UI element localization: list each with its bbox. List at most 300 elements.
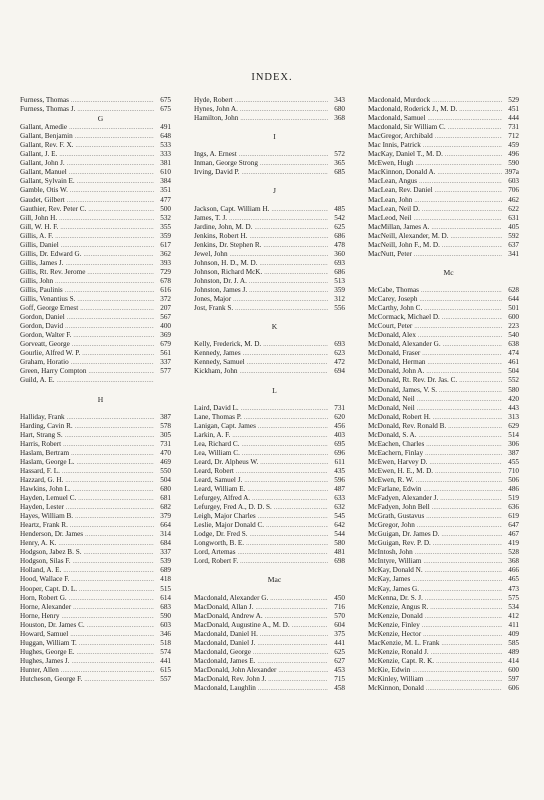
index-entry — [368, 530, 519, 539]
index-column-3 — [368, 96, 519, 693]
entry-name: Furness, Thomas J. — [20, 105, 76, 114]
dot-leader — [435, 187, 502, 196]
index-entry — [194, 557, 345, 566]
page-number: 620 — [334, 412, 345, 421]
index-entry — [20, 286, 171, 295]
page-number: 451 — [508, 105, 519, 114]
page-number: 615 — [160, 665, 171, 674]
entry-name: McKenzie, Donald — [368, 611, 423, 620]
entry-name: Gillis, Dr. Edward G. — [20, 249, 82, 258]
entry-name: McKay, James G. — [368, 584, 420, 593]
index-entry — [20, 168, 171, 177]
entry-name: McEachern, Finlay — [368, 448, 424, 457]
page-number: 405 — [508, 222, 519, 231]
index-entry — [20, 159, 171, 168]
entry-name: Gill, W. H. F. — [20, 222, 59, 231]
page-number: 623 — [334, 349, 345, 358]
entry-name: Houston, Dr. James C. — [20, 620, 85, 629]
dot-leader — [441, 640, 502, 649]
entry-name: Goff, George Ernest — [20, 304, 79, 313]
index-entry — [20, 322, 171, 331]
dot-leader — [439, 387, 502, 396]
entry-name: McDonald, James, V. S. — [368, 385, 438, 394]
entry-name: Gillis, Venantius S. — [20, 295, 76, 304]
index-entry — [194, 286, 345, 295]
index-entry — [194, 594, 345, 603]
dot-leader — [270, 595, 328, 604]
page-number: 359 — [334, 285, 345, 294]
page-number: 515 — [160, 584, 171, 593]
entry-name: Gallant, Benjamin — [20, 132, 73, 141]
index-entry — [368, 286, 519, 295]
dot-leader — [260, 459, 328, 468]
page-number: 625 — [334, 222, 345, 231]
page-number: 561 — [160, 349, 171, 358]
index-entry — [368, 557, 519, 566]
dot-leader — [433, 540, 502, 549]
dot-leader — [422, 350, 502, 359]
page-number: 686 — [334, 267, 345, 276]
entry-name: Lodge, Dr. Fred S. — [194, 530, 248, 539]
dot-leader — [264, 269, 328, 278]
page-number: 731 — [508, 123, 519, 132]
index-entry — [20, 223, 171, 232]
index-entry — [20, 594, 171, 603]
page-number: 636 — [508, 503, 519, 512]
entry-name: Gordon, David — [20, 322, 64, 331]
page-number: 441 — [160, 656, 171, 665]
entry-name: MacDonald, Rev. John J. — [194, 675, 267, 683]
page-number: 539 — [160, 557, 171, 566]
entry-name: MacKenzie, M. L. Frank — [368, 638, 440, 647]
dot-leader — [258, 423, 328, 432]
spacer — [194, 313, 345, 322]
dot-leader — [75, 423, 154, 432]
entry-name: Lefurgey, Alfred A. — [194, 494, 251, 503]
index-entry — [368, 657, 519, 666]
dot-leader — [421, 586, 502, 595]
index-entry — [20, 476, 171, 485]
page-number: 585 — [508, 638, 519, 647]
page-number: 496 — [508, 150, 519, 159]
entry-name: Macdonald, Alexander G. — [194, 593, 269, 602]
entry-name: Leard, Robert — [194, 466, 234, 475]
entry-name: McGuigan, Rev. P. D. — [368, 539, 431, 548]
page-number: 313 — [508, 412, 519, 421]
dot-leader — [459, 377, 502, 386]
page-number: 603 — [508, 177, 519, 186]
index-entry — [368, 150, 519, 159]
index-entry — [194, 168, 345, 177]
page-number: 456 — [334, 421, 345, 430]
page-number: 686 — [334, 231, 345, 240]
page-number: 472 — [334, 358, 345, 367]
page-number: 710 — [508, 466, 519, 475]
entry-name: Gillis, Paulinis — [20, 285, 63, 294]
index-entry — [368, 575, 519, 584]
page-number: 678 — [160, 276, 171, 285]
page-number: 648 — [160, 132, 171, 141]
page-number: 504 — [508, 367, 519, 376]
page-number: 403 — [334, 430, 345, 439]
page-number: 627 — [334, 656, 345, 665]
index-entry — [368, 503, 519, 512]
index-entry — [368, 322, 519, 331]
dot-leader — [425, 613, 502, 622]
index-entry — [368, 621, 519, 630]
index-entry — [368, 521, 519, 530]
index-entry — [20, 630, 171, 639]
index-entry — [368, 205, 519, 214]
dot-leader — [77, 296, 154, 305]
page-number: 544 — [334, 530, 345, 539]
dot-leader — [240, 106, 328, 115]
entry-name: Gallant, Manuel — [20, 168, 67, 177]
dot-leader — [88, 206, 154, 215]
index-entry — [368, 331, 519, 340]
page-number: 715 — [334, 675, 345, 683]
dot-leader — [435, 468, 502, 477]
dot-leader — [77, 106, 154, 115]
dot-leader — [73, 558, 154, 567]
index-entry — [194, 295, 345, 304]
entry-name: Horne, Henry — [20, 611, 60, 620]
entry-name: Furness, Thomas — [20, 96, 69, 104]
index-entry — [368, 241, 519, 250]
dot-leader — [75, 133, 154, 142]
entry-name: Hodgson, Silas F. — [20, 557, 71, 566]
entry-name: Hayes, William B. — [20, 512, 74, 521]
dot-leader — [422, 622, 502, 631]
dot-leader — [257, 640, 328, 649]
index-entry — [20, 313, 171, 322]
section-heading: G — [97, 114, 104, 124]
entry-name: Howard, Samuel — [20, 629, 69, 638]
dot-leader — [69, 169, 154, 178]
index-entry — [20, 548, 171, 557]
page-number: 362 — [160, 249, 171, 258]
index-entry — [194, 259, 345, 268]
dot-leader — [268, 676, 328, 685]
section-heading: I — [273, 132, 276, 142]
page-number: 481 — [334, 548, 345, 557]
index-entry — [20, 575, 171, 584]
index-entry — [194, 621, 345, 630]
entry-name: Leard, William E. — [194, 485, 246, 494]
entry-name: Huggan, William T. — [20, 638, 77, 647]
dot-leader — [232, 432, 328, 441]
page-number: 355 — [160, 222, 171, 231]
dot-leader — [274, 504, 328, 513]
page-number: 696 — [334, 448, 345, 457]
entry-name: Macdonald, Daniel H. — [194, 629, 258, 638]
page-number: 577 — [160, 367, 171, 376]
page-number: 343 — [334, 96, 345, 104]
index-entry — [194, 232, 345, 241]
index-entry — [368, 585, 519, 594]
entry-name: Haslam, George L. — [20, 457, 75, 466]
index-entry — [20, 96, 171, 105]
entry-name: Mac Innis, Patrick — [368, 141, 421, 150]
dot-leader — [82, 350, 154, 359]
page-number: 207 — [160, 304, 171, 313]
index-entry — [20, 621, 171, 630]
entry-name: McCarthy, John C. — [368, 304, 423, 313]
page-number: 694 — [334, 367, 345, 376]
page-number: 414 — [508, 656, 519, 665]
entry-name: McDonald, Alex — [368, 331, 416, 340]
dot-leader — [241, 405, 328, 414]
entry-name: Gordon, Daniel — [20, 313, 65, 322]
page-number: 698 — [334, 557, 345, 566]
page-number: 542 — [334, 213, 345, 222]
page-number: 731 — [160, 439, 171, 448]
entry-name: Inman, George Strong — [194, 159, 258, 168]
page-number: 450 — [334, 593, 345, 602]
page-number: 418 — [160, 575, 171, 584]
dot-leader — [79, 640, 154, 649]
dot-leader — [412, 667, 502, 676]
page-number: 580 — [508, 385, 519, 394]
index-entry — [368, 639, 519, 648]
dot-leader — [249, 278, 328, 287]
dot-leader — [75, 513, 154, 522]
dot-leader — [246, 540, 328, 549]
dot-leader — [87, 622, 154, 631]
entry-name: Gallant, Amedie — [20, 123, 68, 132]
entry-name: Kennedy, Samuel — [194, 358, 245, 367]
page-number: 578 — [160, 421, 171, 430]
dot-leader — [59, 215, 154, 224]
spacer — [194, 331, 345, 340]
entry-name: Gill, John H. — [20, 213, 58, 222]
entry-name: Johnson, H. D., M. D. — [194, 258, 258, 267]
entry-name: Green, Harry Compton — [20, 367, 87, 376]
dot-leader — [72, 341, 154, 350]
spacer — [194, 177, 345, 186]
page-number: 458 — [334, 684, 345, 693]
page-number: 675 — [160, 105, 171, 114]
entry-name: Hunter, Allen — [20, 665, 59, 674]
page-number: 622 — [508, 204, 519, 213]
page-number: 387 — [160, 412, 171, 421]
page-number: 400 — [160, 322, 171, 331]
entry-name: Leslie, Major Donald C. — [194, 521, 265, 530]
index-entry — [368, 404, 519, 413]
dot-leader — [249, 287, 328, 296]
dot-leader — [430, 604, 502, 613]
dot-leader — [415, 549, 502, 558]
page-number: 596 — [334, 475, 345, 484]
page-number: 680 — [160, 485, 171, 494]
page-number: 379 — [160, 512, 171, 521]
spacer — [194, 123, 345, 132]
page-number: 365 — [334, 159, 345, 168]
entry-name: Haslam, Bertram — [20, 448, 70, 457]
index-entry — [368, 422, 519, 431]
index-entry — [194, 241, 345, 250]
dot-leader — [423, 558, 502, 567]
page-number: 575 — [508, 593, 519, 602]
entry-name: MacLean, Angus — [368, 177, 418, 186]
dot-leader — [247, 359, 328, 368]
index-entry — [20, 232, 171, 241]
index-entry — [368, 340, 519, 349]
entry-name: McKay, Donald N. — [368, 566, 423, 575]
page-number: 341 — [508, 249, 519, 258]
index-entry — [368, 603, 519, 612]
index-entry — [20, 485, 171, 494]
entry-name: Jardine, John, M. D. — [194, 222, 253, 231]
entry-name: Gallant, John J. — [20, 159, 65, 168]
dot-leader — [65, 323, 154, 332]
entry-name: Laird, David L. — [194, 403, 239, 412]
dot-leader — [65, 477, 154, 486]
entry-name: McDonald, Robert H. — [368, 412, 431, 421]
index-entry — [368, 594, 519, 603]
page-number: 642 — [334, 521, 345, 530]
index-entry — [20, 539, 171, 548]
dot-leader — [442, 242, 502, 251]
index-entry — [368, 476, 519, 485]
index-entry — [194, 603, 345, 612]
index-entry — [20, 304, 171, 313]
index-entry — [368, 114, 519, 123]
page-number: 384 — [160, 177, 171, 186]
spacer — [194, 196, 345, 205]
index-column-2 — [194, 96, 345, 693]
dot-leader — [437, 169, 502, 178]
entry-name: McDonald, Rev. Ronald B. — [368, 421, 447, 430]
entry-name: McDonald, S. A. — [368, 430, 417, 439]
section-heading: L — [272, 385, 277, 395]
dot-leader — [242, 169, 328, 178]
dot-leader — [67, 414, 154, 423]
spacer — [194, 585, 345, 594]
index-entry — [194, 612, 345, 621]
index-entry — [368, 168, 519, 177]
page-number: 435 — [334, 466, 345, 475]
page-number: 545 — [334, 512, 345, 521]
dot-leader — [59, 151, 154, 160]
page-number: 681 — [160, 494, 171, 503]
dot-leader — [247, 486, 328, 495]
index-entry — [20, 259, 171, 268]
entry-name: Lord, Robert F. — [194, 557, 239, 566]
entry-name: Leard, Samuel J. — [194, 475, 243, 484]
entry-name: Jenkins, Dr. Stephen R. — [194, 240, 262, 249]
entry-name: Jost, Frank S. — [194, 304, 234, 313]
index-entry — [194, 512, 345, 521]
dot-leader — [238, 549, 328, 558]
entry-name: McEachen, Charles — [368, 439, 425, 448]
page-number: 664 — [160, 521, 171, 530]
index-entry — [368, 566, 519, 575]
entry-name: McEwen, R. W. — [368, 475, 414, 484]
entry-name: MacDonald, Augustine A., M. D. — [194, 620, 290, 629]
page-number: 333 — [160, 150, 171, 159]
entry-name: McKenzie, Ronald J. — [368, 647, 429, 656]
entry-name: Hayden, Lester — [20, 503, 64, 512]
index-entry — [20, 648, 171, 657]
page-number: 628 — [508, 285, 519, 294]
page-number: 619 — [508, 512, 519, 521]
dot-leader — [63, 567, 154, 576]
entry-name: Lea, William C. — [194, 448, 240, 457]
entry-name: MacDonald, Andrew A. — [194, 611, 263, 620]
entry-name: Gamble, Otis W. — [20, 186, 68, 195]
entry-name: Hughes, George E. — [20, 647, 75, 656]
entry-name: Halliday, Frank — [20, 412, 65, 421]
index-entry — [20, 349, 171, 358]
index-entry — [20, 268, 171, 277]
page-number: 532 — [160, 213, 171, 222]
page-number: 306 — [508, 439, 519, 448]
index-entry — [20, 440, 171, 449]
dot-leader — [255, 224, 329, 233]
entry-name: Leigh, Major Charles — [194, 512, 256, 521]
index-entry — [194, 96, 345, 105]
page-number: 574 — [160, 647, 171, 656]
dot-leader — [72, 658, 154, 667]
index-entry — [368, 548, 519, 557]
index-entry — [194, 476, 345, 485]
index-entry — [20, 250, 171, 259]
page-number: 474 — [508, 349, 519, 358]
index-entry — [20, 413, 171, 422]
entry-name: McCourt, Peter — [368, 322, 413, 331]
dot-leader — [258, 685, 328, 694]
dot-leader — [84, 676, 154, 685]
dot-leader — [422, 206, 502, 215]
dot-leader — [419, 296, 502, 305]
page-number: 675 — [160, 96, 171, 104]
page-number: 441 — [334, 638, 345, 647]
section-heading: J — [273, 186, 276, 196]
dot-leader — [271, 206, 328, 215]
page-number: 514 — [508, 430, 519, 439]
section-heading: Mac — [267, 575, 282, 585]
dot-leader — [55, 233, 154, 242]
page-number: 590 — [160, 611, 171, 620]
dot-leader — [69, 595, 154, 604]
index-entry — [368, 186, 519, 195]
entry-name: Lane, Thomas P. — [194, 412, 242, 421]
index-entry — [20, 431, 171, 440]
entry-name: MacDonald, John Alexander — [194, 665, 277, 674]
index-entry — [368, 304, 519, 313]
index-entry — [194, 114, 345, 123]
dot-leader — [425, 450, 502, 459]
dot-leader — [425, 676, 502, 685]
page-number: 491 — [160, 123, 171, 132]
index-entry — [194, 277, 345, 286]
page-number: 412 — [508, 611, 519, 620]
page-number: 552 — [508, 376, 519, 385]
page-number: 486 — [508, 485, 519, 494]
dot-leader — [60, 224, 154, 233]
index-entry — [194, 159, 345, 168]
entry-name: McKenzie, Hector — [368, 629, 422, 638]
page-number: 470 — [160, 448, 171, 457]
index-entry — [368, 141, 519, 150]
entry-name: Gillis, John — [20, 276, 54, 285]
entry-name: McDonald, John A. — [368, 367, 425, 376]
page-number: 337 — [160, 548, 171, 557]
entry-name: MacMillan, James A. — [368, 222, 430, 231]
index-entry — [368, 132, 519, 141]
page-number: 393 — [160, 258, 171, 267]
